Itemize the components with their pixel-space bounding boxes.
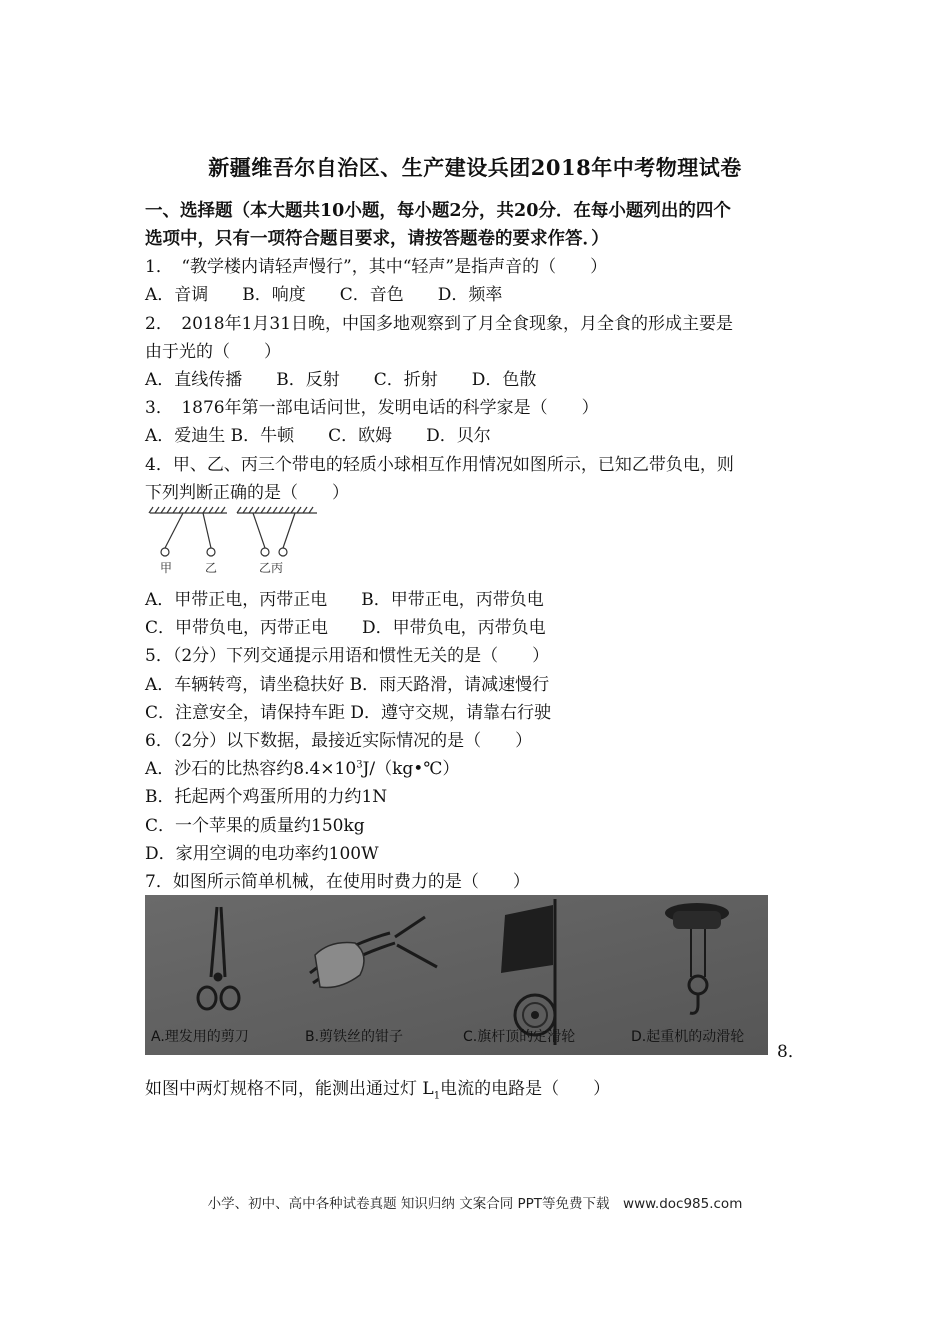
q1-options: A．音调 B．响度 C．音色 D．频率 [145,285,503,305]
q8-stem-pre: 如图中两灯规格不同，能测出通过灯 L [145,1079,434,1099]
q8-stem [145,1078,610,1100]
page-footer: 小学、初中、高中各种试卷真题 知识归纳 文案合同 PPT等免费下载 www.doc985.com [207,1196,743,1212]
q6-option-a-pre: A．沙石的比热容约8.4×10 [145,759,357,779]
q6-option-a-post: J/（kg•℃） [362,759,460,779]
q4-options-line1: A．甲带正电，丙带正电 B．甲带正电，丙带负电 [145,590,544,610]
ball-jia [161,548,169,556]
q3-options: A．爱迪生 B．牛顿 C．欧姆 D．贝尔 [145,426,491,446]
section-heading-line1: 一、选择题（本大题共10小题，每小题2分，共20分．在每小题列出的四个 [145,201,731,221]
ball-yi [207,548,215,556]
thread-yi-2 [253,513,265,548]
ball-yi-2 [261,548,269,556]
q6-option-d: D．家用空调的电功率约100W [145,844,379,864]
thread-yi [203,513,211,548]
caption-a: A.理发用的剪刀 [151,1029,249,1045]
q6-option-b: B．托起两个鸡蛋所用的力约1N [145,787,388,807]
q2-options: A．直线传播 B．反射 C．折射 D．色散 [145,370,537,390]
section-heading-line2: 选项中，只有一项符合题目要求，请按答题卷的要求作答．） [145,229,609,249]
q4-options-line2: C．甲带负电，丙带正电 D．甲带负电，丙带负电 [145,618,546,638]
q4-stem-line1: 4．甲、乙、丙三个带电的轻质小球相互作用情况如图所示，已知乙带负电，则 [145,455,734,475]
thread-jia [165,513,183,548]
q6-option-a-exponent: 3 [356,759,363,771]
q6-stem: 6．（2分）以下数据，最接近实际情况的是（ ） [145,731,533,751]
label-yi: 乙 [205,561,218,575]
q8-number: 8． [777,1042,805,1062]
q3-stem: 3． 1876年第一部电话问世，发明电话的科学家是（ ） [145,398,599,418]
label-yi-bing: 乙丙 [259,561,284,575]
q2-stem-line2: 由于光的（ ） [145,342,281,362]
q8-stem-post: 电流的电路是（ ） [440,1079,611,1099]
thread-bing [283,513,295,548]
q5-stem: 5．（2分）下列交通提示用语和惯性无关的是（ ） [145,646,550,666]
q2-stem-line1: 2． 2018年1月31日晚，中国多地观察到了月全食现象，月全食的形成主要是 [145,314,734,334]
caption-b: B.剪铁丝的钳子 [305,1029,404,1045]
q4-charged-balls-figure [145,505,320,580]
label-jia: 甲 [160,561,173,575]
ball-bing [279,548,287,556]
exam-title: 新疆维吾尔自治区、生产建设兵团2018年中考物理试卷 [208,155,742,180]
q4-stem-line2: 下列判断正确的是（ ） [145,483,349,503]
caption-d: D.起重机的动滑轮 [631,1029,745,1045]
q5-options-line1: A．车辆转弯，请坐稳扶好 B．雨天路滑，请减速慢行 [145,675,550,695]
q7-machines-figure [145,895,768,1055]
caption-c: C.旗杆顶的定滑轮 [463,1029,576,1045]
q1-stem: 1． “教学楼内请轻声慢行”，其中“轻声”是指声音的（ ） [145,257,608,277]
q6-option-a [145,758,459,780]
q6-option-c: C．一个苹果的质量约150kg [145,816,365,836]
q7-machines-drawing [145,895,768,1055]
q8-stem-subscript: 1 [433,1090,441,1102]
q7-stem: 7．如图所示简单机械，在使用时费力的是（ ） [145,872,530,892]
q5-options-line2: C．注意安全，请保持车距 D．遵守交规，请靠右行驶 [145,703,552,723]
